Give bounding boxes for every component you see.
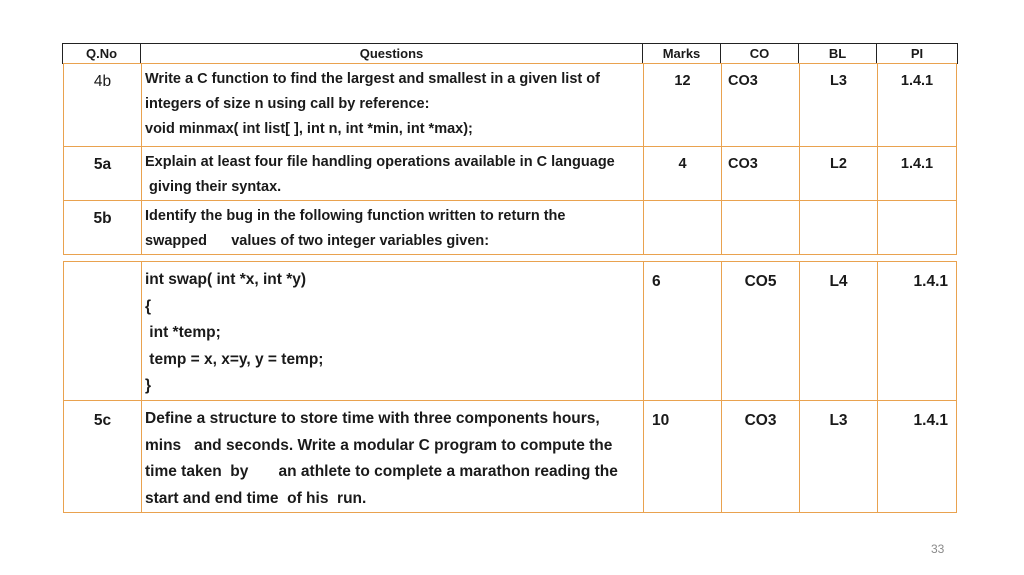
pi-cell	[878, 201, 957, 255]
bl-cell: L3	[800, 64, 878, 147]
header-questions: Questions	[141, 44, 643, 64]
question-number: 5c	[64, 401, 142, 513]
code-line: temp = x, x=y, y = temp;	[145, 350, 324, 368]
bl-cell: L4	[800, 262, 878, 401]
marks-cell: 4	[644, 147, 722, 201]
question-line: swapped values of two integer variables given:	[145, 233, 490, 249]
questions-table-2	[63, 261, 957, 513]
co-cell: CO5	[722, 262, 800, 401]
bl-cell: L3	[800, 401, 878, 513]
pi-cell: 1.4.1	[878, 64, 957, 147]
pi-cell: 1.4.1	[878, 262, 957, 401]
header-pi: PI	[877, 44, 958, 64]
questions-table-1	[63, 63, 957, 255]
question-text	[142, 401, 644, 513]
header-table	[62, 43, 958, 64]
question-line: start and end time of his run.	[145, 489, 367, 507]
question-line: time taken by an athlete to complete a marathon reading the	[145, 463, 618, 480]
header-marks: Marks	[643, 44, 721, 64]
question-line: Explain at least four file handling operations available in C language	[145, 154, 615, 170]
question-line: void minmax( int list[ ], int n, int *min, int *max);	[145, 121, 473, 137]
pi-cell: 1.4.1	[878, 147, 957, 201]
question-line: Identify the bug in the following function written to return the	[145, 208, 566, 224]
header-bl: BL	[799, 44, 877, 64]
question-line: mins and seconds. Write a modular C program to compute the	[145, 436, 613, 454]
header-co: CO	[721, 44, 799, 64]
question-line: Define a structure to store time with three components hours,	[145, 410, 600, 427]
code-line: {	[145, 297, 152, 315]
table-row	[64, 201, 957, 255]
table-row	[64, 262, 957, 401]
question-line: Write a C function to find the largest and smallest in a given list of	[145, 71, 600, 87]
co-cell: CO3	[722, 401, 800, 513]
question-text	[142, 262, 644, 401]
slide-number: 33	[931, 542, 945, 556]
marks-cell: 6	[644, 262, 722, 401]
code-line: int *temp;	[145, 324, 221, 341]
table-row	[64, 64, 957, 147]
question-number: 5a	[64, 147, 142, 201]
marks-cell: 12	[644, 64, 722, 147]
co-cell: CO3	[722, 147, 800, 201]
question-number: 4b	[64, 64, 142, 147]
question-text	[142, 64, 644, 147]
marks-cell: 10	[644, 401, 722, 513]
table-row	[64, 401, 957, 513]
question-line: integers of size n using call by reference:	[145, 96, 430, 112]
bl-cell	[800, 201, 878, 255]
code-line: }	[145, 377, 152, 394]
question-text	[142, 147, 644, 201]
question-number: 5b	[64, 201, 142, 255]
co-cell: CO3	[722, 64, 800, 147]
code-line: int swap( int *x, int *y)	[145, 271, 307, 288]
question-line: giving their syntax.	[145, 179, 282, 195]
table-row	[64, 147, 957, 201]
bl-cell: L2	[800, 147, 878, 201]
question-number	[64, 262, 142, 401]
header-qno: Q.No	[63, 44, 141, 64]
co-cell	[722, 201, 800, 255]
header-row	[63, 44, 958, 64]
pi-cell: 1.4.1	[878, 401, 957, 513]
marks-cell	[644, 201, 722, 255]
question-text	[142, 201, 644, 255]
